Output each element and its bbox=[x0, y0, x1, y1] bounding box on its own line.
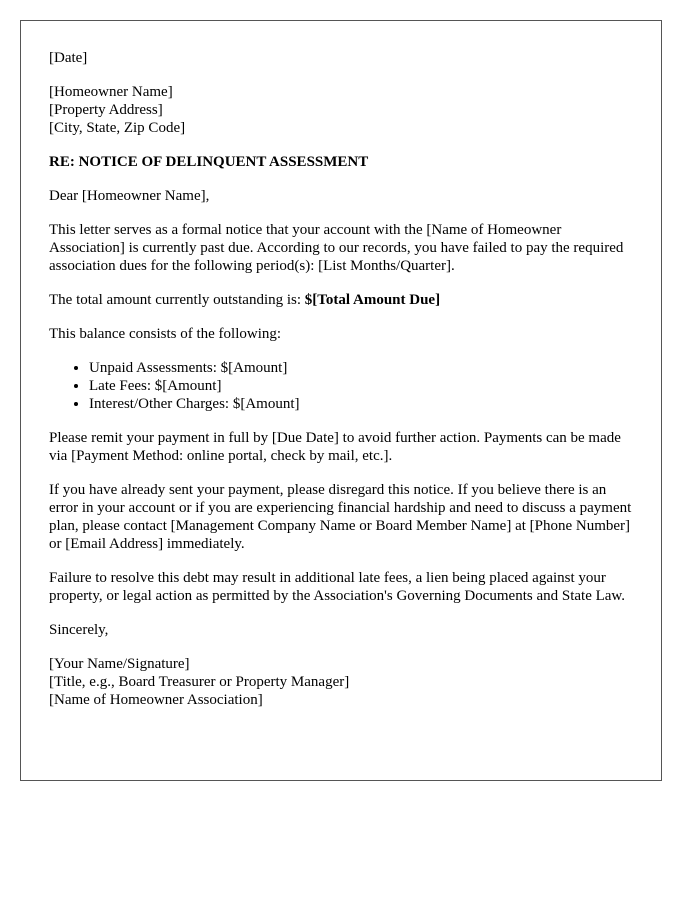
signature-title: [Title, e.g., Board Treasurer or Property Manager] bbox=[49, 674, 350, 690]
letter-page bbox=[20, 20, 662, 781]
list-item: • Unpaid Assessments: $[Amount] bbox=[89, 359, 633, 377]
total-amount: $[Total Amount Due] bbox=[304, 292, 441, 308]
signature-association: [Name of Homeowner Association] bbox=[49, 692, 263, 708]
signature-name: [Your Name/Signature] bbox=[49, 656, 190, 672]
recipient-city-state-zip: [City, State, Zip Code] bbox=[49, 120, 186, 136]
contact-paragraph: If you have already sent your payment, please disregard this notice. If you believe there is an error in your account or if you are experiencing financial hardship and need to discuss a payment plan, please contact [Management Company Name or Board Member Name] at [Phone Number] or [Email Address] immediately. bbox=[49, 482, 632, 552]
payment-paragraph: Please remit your payment in full by [Due Date] to avoid further action. Payments can be made via [Payment Method: online portal, check by mail, etc.]. bbox=[49, 430, 621, 464]
balance-intro: This balance consists of the following: bbox=[49, 326, 282, 342]
recipient-name: [Homeowner Name] bbox=[49, 84, 173, 100]
charges-list bbox=[49, 359, 633, 413]
recipient-address-block bbox=[49, 83, 633, 137]
salutation: Dear [Homeowner Name], bbox=[49, 188, 210, 204]
consequences-paragraph: Failure to resolve this debt may result in additional late fees, a lien being placed against your property, or legal action as permitted by the Association's Governing Documents and State Law. bbox=[49, 570, 626, 604]
list-item: • Late Fees: $[Amount] bbox=[89, 377, 633, 395]
letter-date: [Date] bbox=[49, 50, 88, 66]
signature-block bbox=[49, 655, 633, 709]
recipient-address: [Property Address] bbox=[49, 102, 163, 118]
subject-line: RE: NOTICE OF DELINQUENT ASSESSMENT bbox=[49, 154, 369, 170]
total-outstanding-line bbox=[49, 291, 633, 309]
closing: Sincerely, bbox=[49, 622, 109, 638]
list-item: • Interest/Other Charges: $[Amount] bbox=[89, 395, 633, 413]
total-prefix: The total amount currently outstanding is: bbox=[49, 292, 305, 308]
intro-paragraph: This letter serves as a formal notice that your account with the [Name of Homeowner Association] is currently past due. According to our records, you have failed to pay the required association dues for the following period(s): [List Months/Quarter]. bbox=[49, 222, 624, 274]
